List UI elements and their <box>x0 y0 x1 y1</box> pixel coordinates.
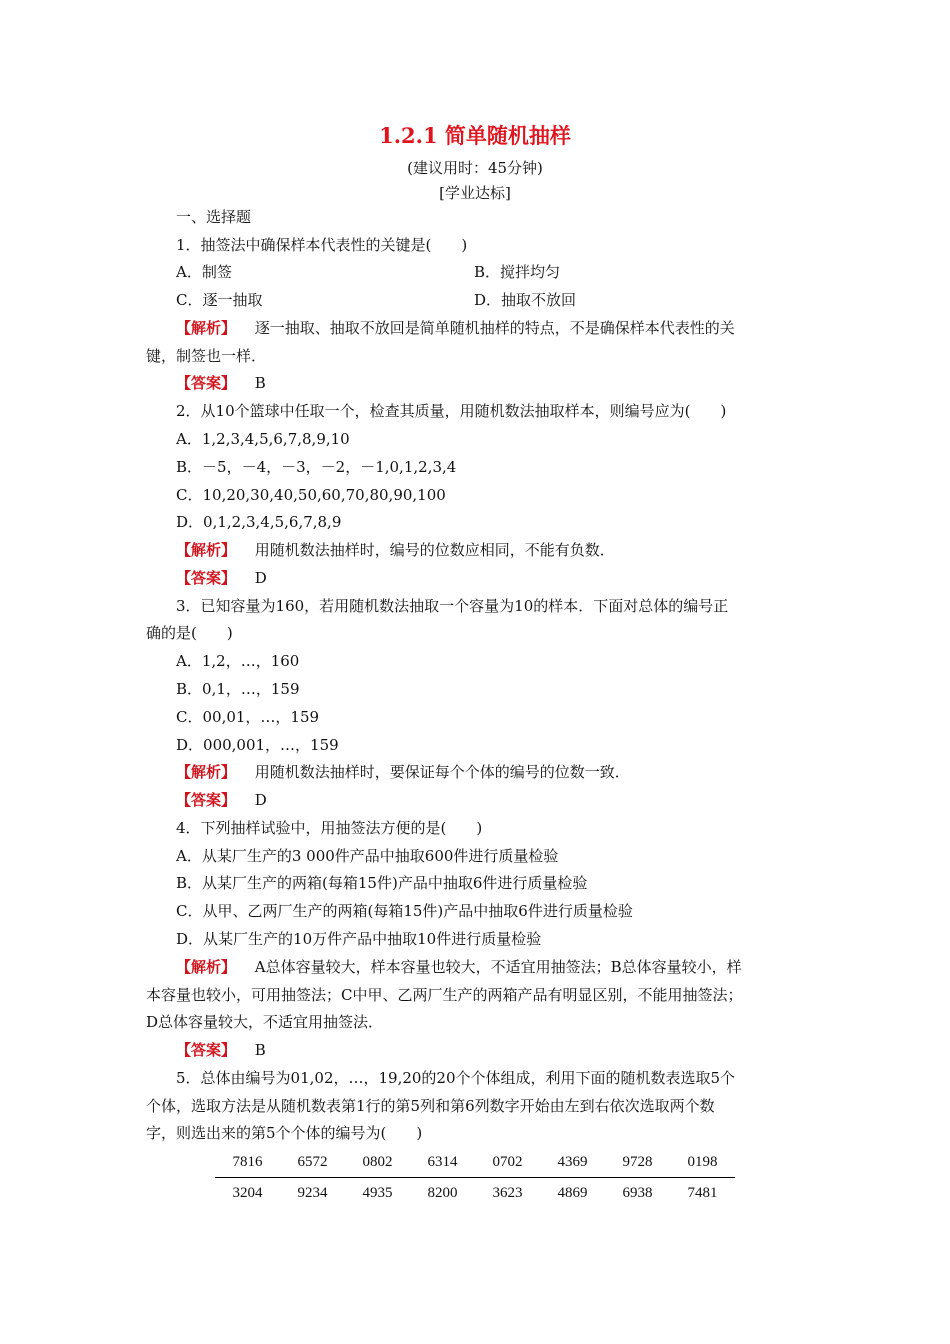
table-cell: 0198 <box>670 1147 735 1178</box>
q3-analysis <box>176 762 630 782</box>
table-cell: 0702 <box>475 1147 540 1178</box>
q4-option-a: A．从某厂生产的3 000件产品中抽取600件进行质量检验 <box>176 847 559 865</box>
table-cell: 6938 <box>622 1184 653 1201</box>
table-cell: 3204 <box>232 1184 263 1201</box>
q5-stem-cont-1: 个体，选取方法是从随机数表第1行的第5列和第6列数字开始由左到右依次选取两个数 <box>146 1097 715 1115</box>
q2-option-d: D．0,1,2,3,4,5,6,7,8,9 <box>176 513 342 531</box>
table-cell: 7816 <box>215 1147 280 1178</box>
q3-answer <box>176 790 267 810</box>
q4-option-d: D．从某厂生产的10万件产品中抽取10件进行质量检验 <box>176 930 542 948</box>
q2-stem: 2．从10个篮球中任取一个，检查其质量，用随机数法抽取样本，则编号应为( ) <box>176 402 727 420</box>
q2-option-c: C．10,20,30,40,50,60,70,80,90,100 <box>176 486 446 504</box>
q2-option-b: B．－5，－4，－3，－2，－1,0,1,2,3,4 <box>176 458 457 476</box>
q1-analysis <box>176 318 735 338</box>
analysis-tag: 【解析】 <box>176 763 237 781</box>
q1-option-c: C．逐一抽取 <box>176 291 263 309</box>
q4-option-b: B．从某厂生产的两箱(每箱15件)产品中抽取6件进行质量检验 <box>176 874 588 892</box>
page-title: 1.2.1 简单随机抽样 <box>379 123 571 148</box>
q3-option-a: A．1,2，…，160 <box>176 652 300 670</box>
q3-answer-value: D <box>254 791 267 809</box>
q4-analysis-cont-2: D总体容量较大，不适宜用抽签法． <box>146 1013 384 1031</box>
table-cell: 4369 <box>540 1147 605 1178</box>
q3-stem: 3．已知容量为160，若用随机数法抽取一个容量为10的样本．下面对总体的编号正 <box>176 597 729 615</box>
q4-answer <box>176 1040 266 1060</box>
q1-option-b: B．搅拌均匀 <box>474 263 561 281</box>
q2-option-a: A．1,2,3,4,5,6,7,8,9,10 <box>176 430 350 448</box>
table-cell: 3623 <box>492 1184 523 1201</box>
table-cell: 8200 <box>427 1184 458 1201</box>
table-cell: 4869 <box>557 1184 588 1201</box>
answer-tag: 【答案】 <box>176 374 237 392</box>
q1-answer <box>176 373 266 393</box>
section-label: [学业达标] <box>439 184 511 202</box>
q3-option-b: B．0,1，…，159 <box>176 680 300 698</box>
q4-analysis-cont-1: 本容量也较小，可用抽签法；C中甲、乙两厂生产的两箱产品有明显区别，不能用抽签法； <box>146 986 743 1004</box>
table-cell: 9234 <box>297 1184 328 1201</box>
suggested-time: (建议用时：45分钟) <box>407 159 543 177</box>
table-cell: 4935 <box>362 1184 393 1201</box>
q1-answer-value: B <box>254 374 266 392</box>
table-cell: 6572 <box>280 1147 345 1178</box>
random-number-table <box>215 1147 735 1208</box>
answer-tag: 【答案】 <box>176 791 237 809</box>
q3-option-c: C．00,01，…，159 <box>176 708 320 726</box>
answer-tag: 【答案】 <box>176 1041 237 1059</box>
q4-analysis <box>176 957 742 977</box>
q1-option-a: A．制签 <box>176 263 232 281</box>
q3-option-d: D．000,001，…，159 <box>176 736 339 754</box>
q4-answer-value: B <box>254 1041 266 1059</box>
table-cell: 7481 <box>687 1184 718 1201</box>
q5-stem: 5．总体由编号为01,02，…，19,20的20个个体组成，利用下面的随机数表选取5个 <box>176 1069 736 1087</box>
table-cell: 9728 <box>605 1147 670 1178</box>
analysis-tag: 【解析】 <box>176 541 237 559</box>
table-cell: 0802 <box>345 1147 410 1178</box>
q2-analysis <box>176 540 615 560</box>
answer-tag: 【答案】 <box>176 569 237 587</box>
q3-stem-cont: 确的是( ) <box>146 624 233 642</box>
q4-analysis-text: A总体容量较大，样本容量也较大，不适宜用抽签法；B总体容量较小，样 <box>254 958 742 976</box>
analysis-tag: 【解析】 <box>176 319 237 337</box>
q1-analysis-text: 逐一抽取、抽取不放回是简单随机抽样的特点，不是确保样本代表性的关 <box>254 319 735 337</box>
table-cell: 6314 <box>410 1147 475 1178</box>
q1-analysis-cont: 键，制签也一样． <box>146 347 267 365</box>
q2-answer <box>176 568 267 588</box>
table-row <box>215 1147 735 1178</box>
q1-option-d: D．抽取不放回 <box>474 291 577 309</box>
q4-stem: 4．下列抽样试验中，用抽签法方便的是( ) <box>176 819 483 837</box>
q4-option-c: C．从甲、乙两厂生产的两箱(每箱15件)产品中抽取6件进行质量检验 <box>176 902 633 920</box>
q1-stem: 1．抽签法中确保样本代表性的关键是( ) <box>176 236 468 254</box>
analysis-tag: 【解析】 <box>176 958 237 976</box>
q2-answer-value: D <box>254 569 267 587</box>
q5-stem-cont-2: 字，则选出来的第5个个体的编号为( ) <box>146 1124 423 1142</box>
q3-analysis-text: 用随机数法抽样时，要保证每个个体的编号的位数一致． <box>254 763 630 781</box>
q2-analysis-text: 用随机数法抽样时，编号的位数应相同，不能有负数． <box>254 541 615 559</box>
part-heading: 一、选择题 <box>176 208 252 226</box>
table-row <box>215 1178 735 1209</box>
